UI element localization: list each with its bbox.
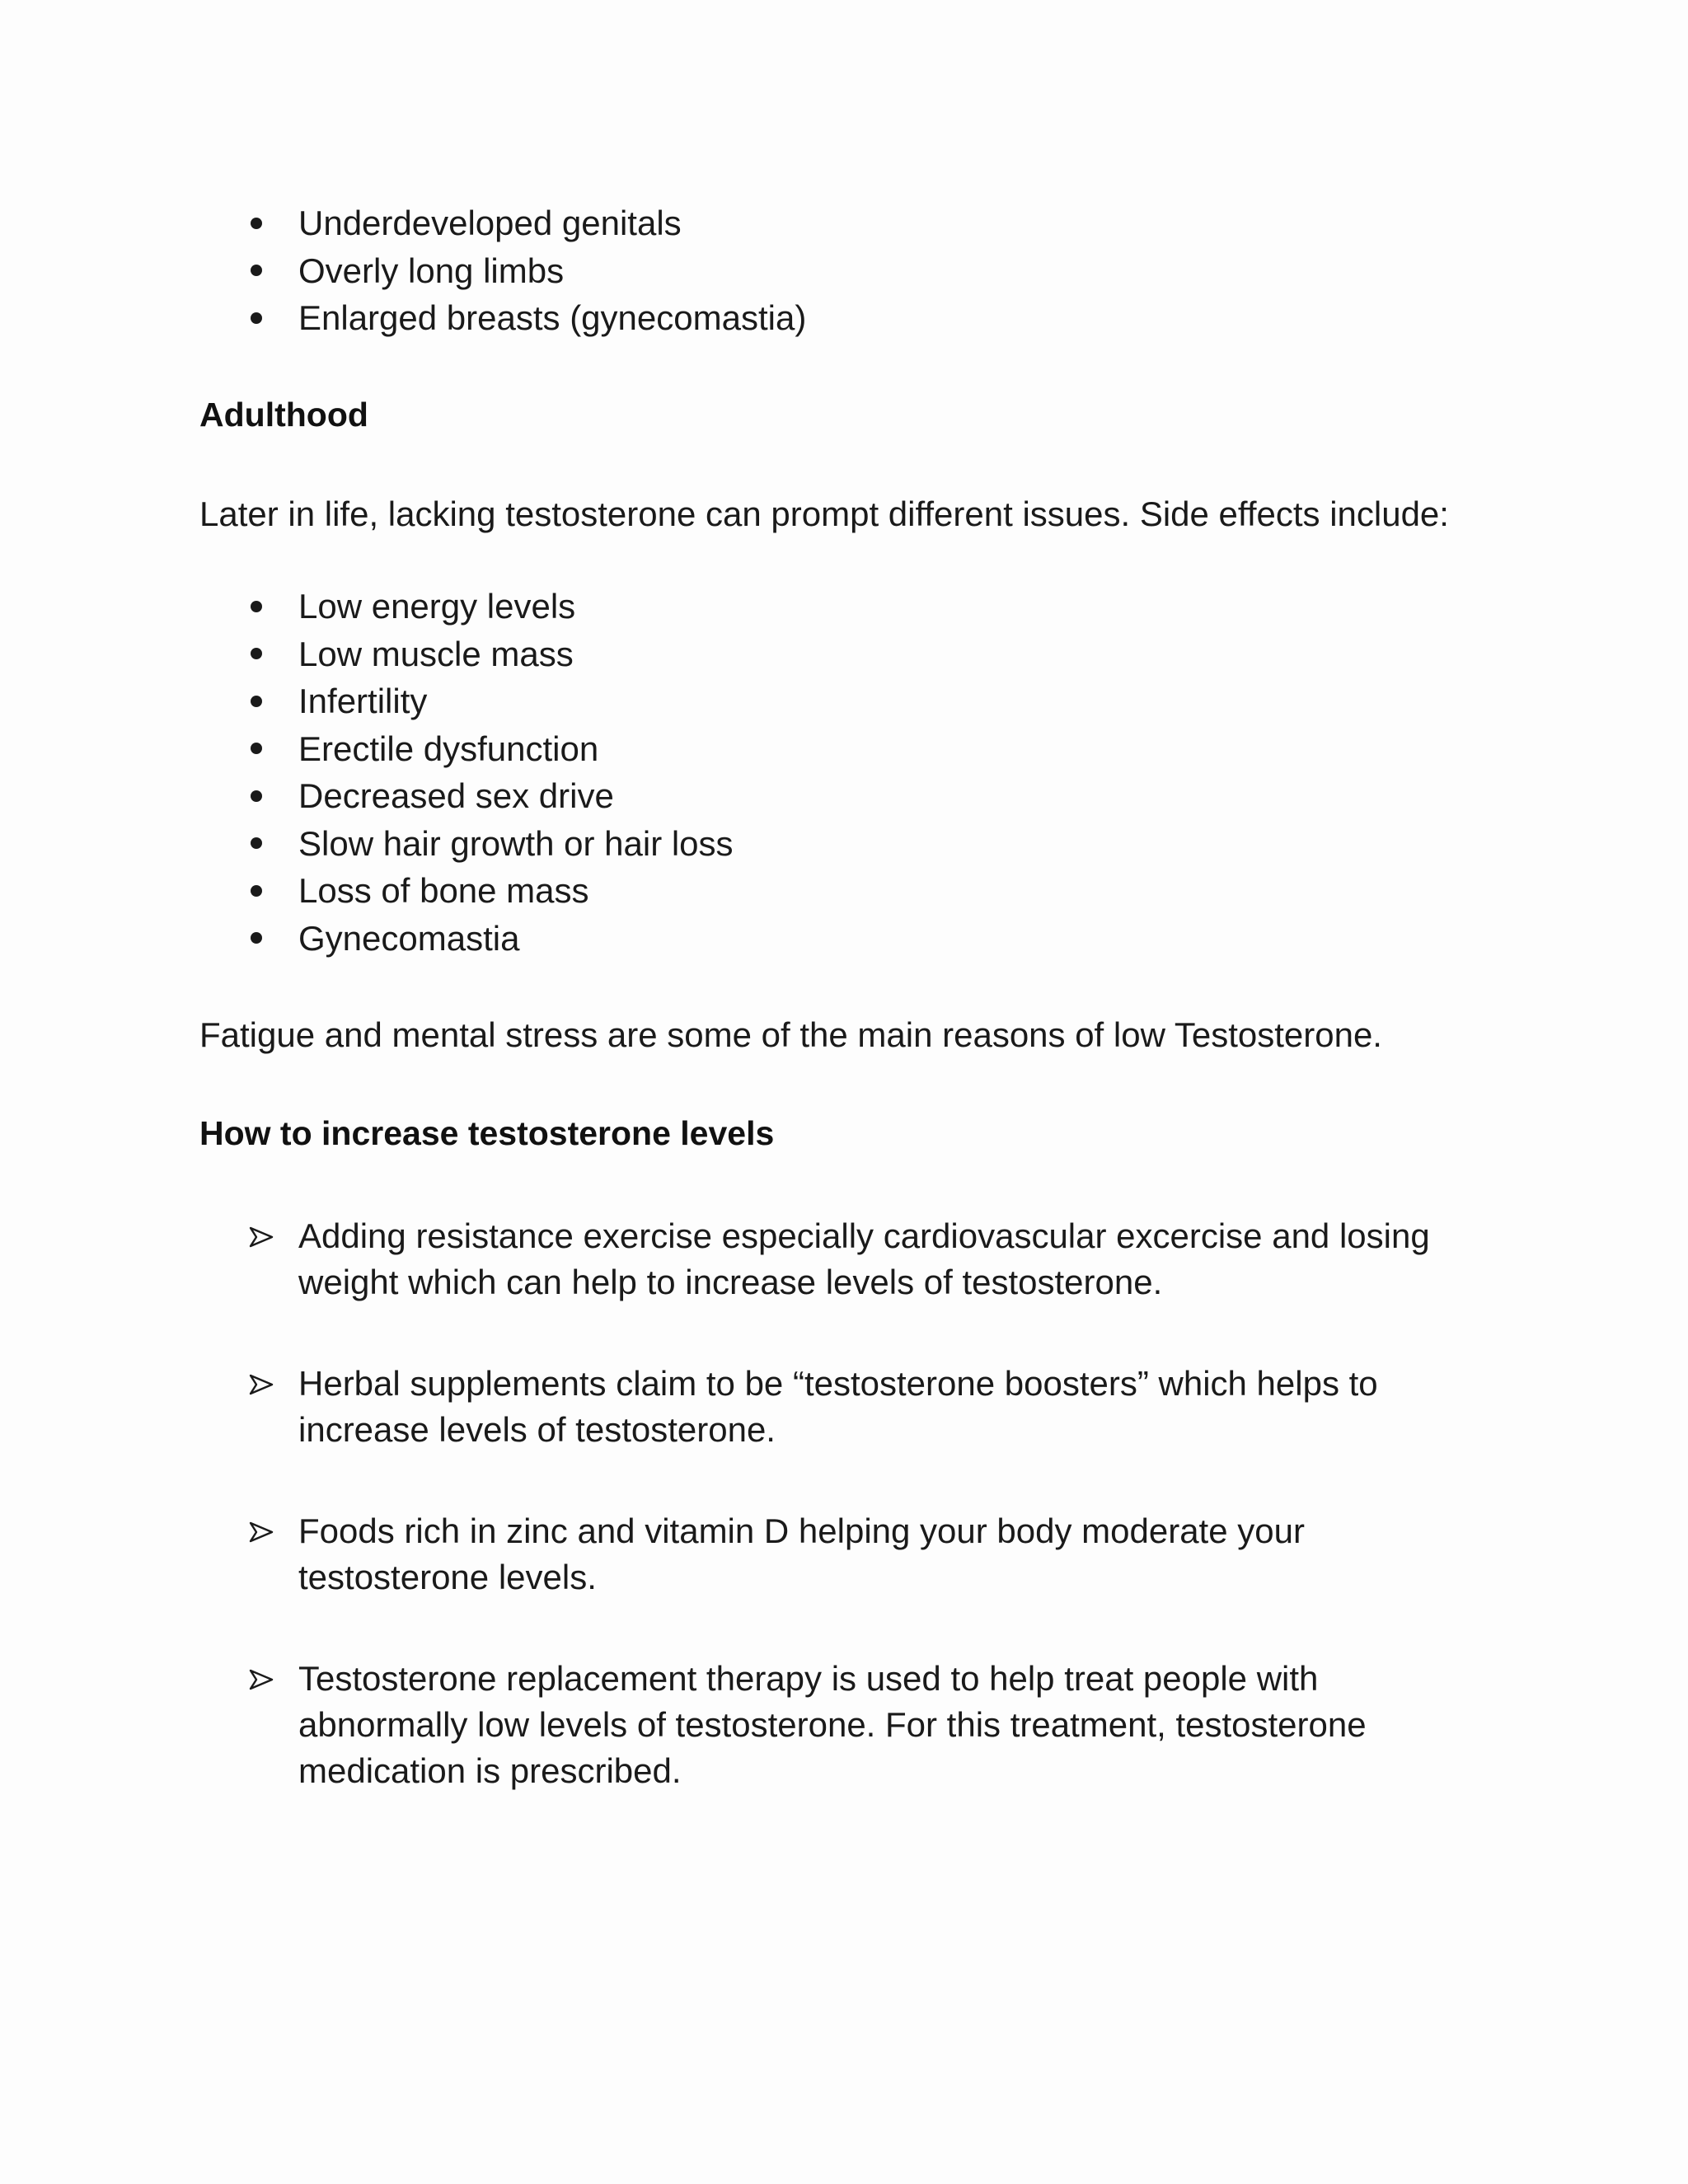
list-item xyxy=(199,772,734,820)
adulthood-symptom-list xyxy=(199,583,734,962)
list-item xyxy=(199,1508,1493,1601)
list-item-text: Loss of bone mass xyxy=(298,871,589,910)
childhood-symptom-list xyxy=(199,199,806,342)
list-item xyxy=(199,294,806,342)
list-item xyxy=(199,1656,1493,1794)
list-item-text: Foods rich in zinc and vitamin D helping your body moderate your testosterone levels. xyxy=(298,1511,1305,1596)
list-item xyxy=(199,1361,1493,1453)
list-item xyxy=(199,199,806,247)
list-item-text: Low energy levels xyxy=(298,587,576,626)
bullet-icon xyxy=(251,885,262,897)
increase-heading: How to increase testosterone levels xyxy=(199,1114,775,1152)
bullet-icon xyxy=(251,743,262,754)
adulthood-heading: Adulthood xyxy=(199,396,368,434)
list-item-text: Overly long limbs xyxy=(298,251,565,290)
bullet-icon xyxy=(251,932,262,944)
arrow-bullet-icon xyxy=(249,1669,274,1690)
bullet-icon xyxy=(251,648,262,659)
bullet-icon xyxy=(251,790,262,802)
bullet-icon xyxy=(251,601,262,612)
list-item xyxy=(199,1213,1493,1305)
bullet-icon xyxy=(251,837,262,849)
list-item xyxy=(199,867,734,915)
increase-method-list xyxy=(199,1213,1493,1849)
bullet-icon xyxy=(251,265,262,276)
list-item-text: Low muscle mass xyxy=(298,634,574,673)
list-item xyxy=(199,725,734,773)
list-item xyxy=(199,820,734,868)
list-item-text: Slow hair growth or hair loss xyxy=(298,823,734,863)
list-item-text: Decreased sex drive xyxy=(298,776,614,815)
list-item-text: Testosterone replacement therapy is used to help treat people with abnormally low levels of testosterone. For this treatment, testosterone medication is prescribed. xyxy=(298,1659,1367,1790)
bullet-icon xyxy=(251,218,262,229)
list-item-text: Adding resistance exercise especially cardiovascular excercise and losing weight which can help to increase levels of testosterone. xyxy=(298,1216,1430,1301)
list-item xyxy=(199,915,734,963)
adulthood-intro: Later in life, lacking testosterone can prompt different issues. Side effects include: xyxy=(199,494,1449,533)
bullet-icon xyxy=(251,312,262,324)
list-item xyxy=(199,677,734,725)
list-item xyxy=(199,583,734,630)
arrow-bullet-icon xyxy=(249,1521,274,1543)
list-item-text: Erectile dysfunction xyxy=(298,729,599,768)
list-item-text: Enlarged breasts (gynecomastia) xyxy=(298,298,807,337)
list-item xyxy=(199,630,734,678)
list-item-text: Underdeveloped genitals xyxy=(298,204,682,242)
fatigue-note: Fatigue and mental stress are some of the main reasons of low Testosterone. xyxy=(199,1015,1382,1054)
list-item-text: Herbal supplements claim to be “testosterone boosters” which helps to increase levels of testosterone. xyxy=(298,1364,1378,1449)
list-item-text: Gynecomastia xyxy=(298,918,520,958)
list-item-text: Infertility xyxy=(298,682,428,720)
list-item xyxy=(199,247,806,295)
bullet-icon xyxy=(251,696,262,707)
arrow-bullet-icon xyxy=(249,1374,274,1395)
arrow-bullet-icon xyxy=(249,1226,274,1248)
